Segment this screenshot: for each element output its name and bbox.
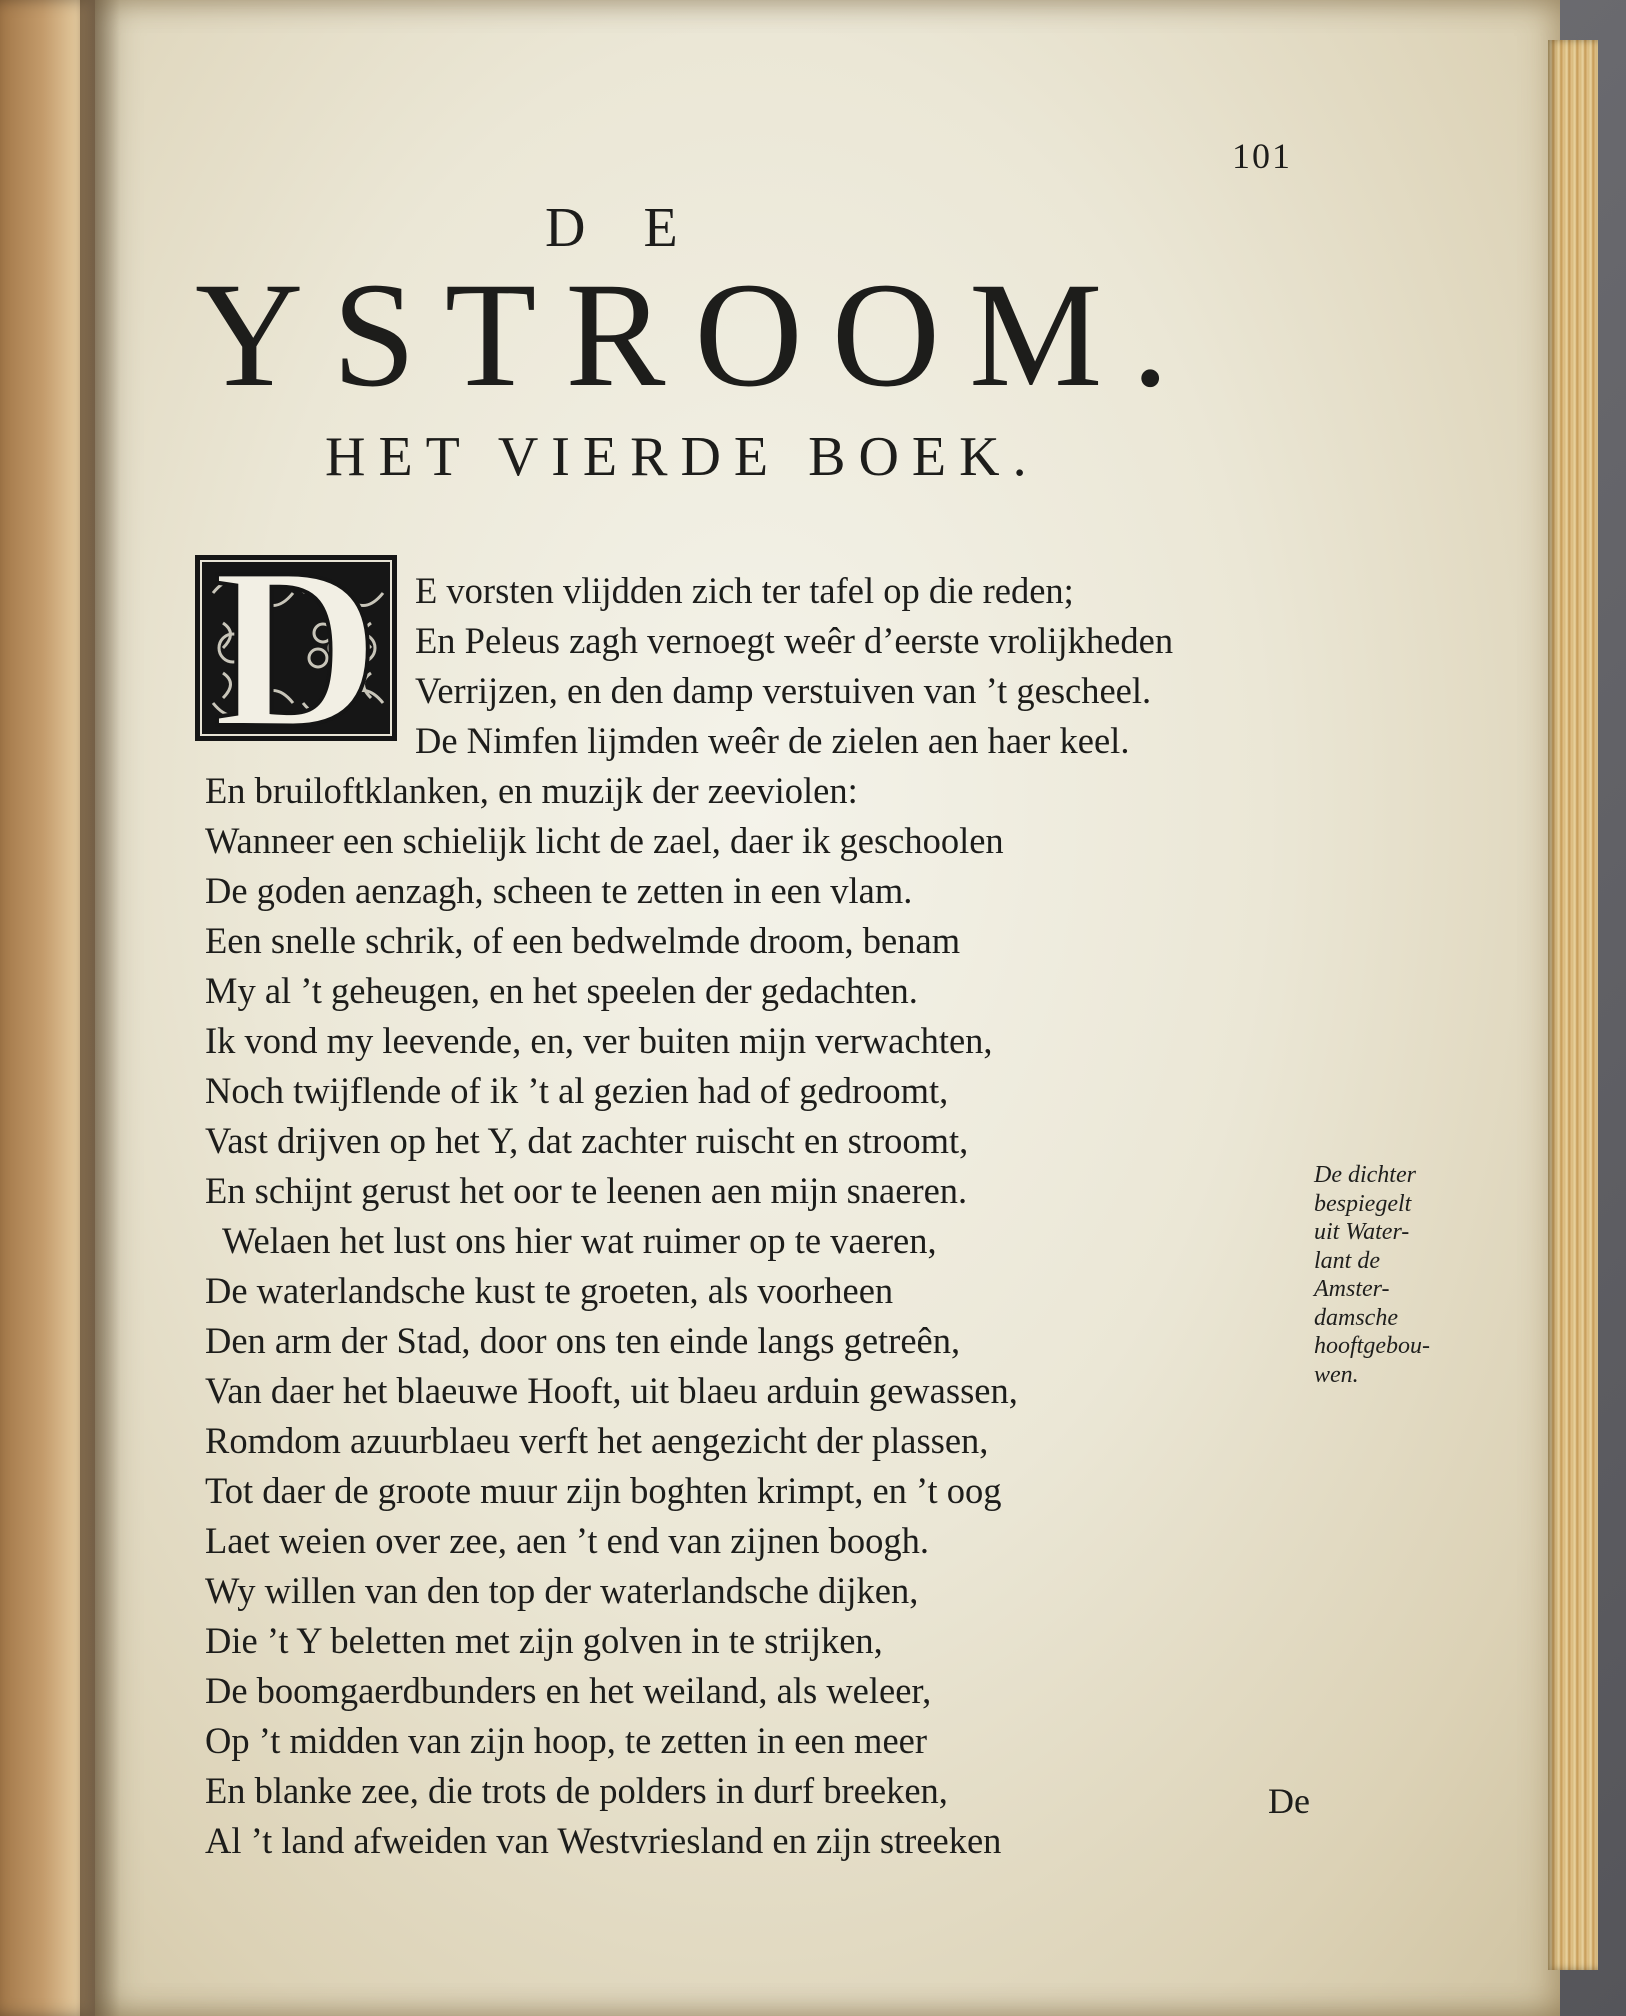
verse-line: Den arm der Stad, door ons ten einde langs getreên,: [205, 1320, 961, 1361]
verse-line: Die ’t Y beletten met zijn golven in te strijken,: [205, 1620, 883, 1661]
marginal-note-line: uit Water-: [1314, 1219, 1410, 1245]
verse-line: Op ’t midden van zijn hoop, te zetten in een meer: [205, 1720, 927, 1761]
marginal-note-line: bespiegelt: [1314, 1190, 1412, 1217]
marginal-note-line: Amster-: [1314, 1276, 1390, 1302]
initial-letter: D: [212, 520, 380, 775]
marginal-note-line: wen.: [1314, 1361, 1359, 1388]
verse-line: De Nimfen lijmden weêr de zielen aen haer keel.: [415, 720, 1130, 761]
verse-line: Ik vond my leevende, en, ver buiten mijn verwachten,: [205, 1020, 993, 1061]
verse-line: Tot daer de groote muur zijn boghten krimpt, en ’t oog: [205, 1470, 1002, 1511]
verse-line: Verrijzen, en den damp verstuiven van ’t gescheel.: [415, 670, 1152, 711]
verse-line: Al ’t land afweiden van Westvriesland en zijn streeken: [205, 1820, 1002, 1861]
verse-line: De goden aenzagh, scheen te zetten in een vlam.: [205, 870, 913, 911]
verse-line: Laet weien over zee, aen ’t end van zijnen boogh.: [205, 1520, 929, 1561]
title-small: DE: [545, 197, 736, 259]
marginal-note-line: lant de: [1314, 1247, 1380, 1274]
book-subtitle: HET VIERDE BOEK.: [325, 426, 1040, 488]
verse-line: Een snelle schrik, of een bedwelmde droom, benam: [205, 920, 961, 961]
page-title: YSTROOM.: [195, 252, 1198, 418]
marginal-note: [1314, 1161, 1454, 1389]
verse-line: En bruiloftklanken, en muzijk der zeeviolen:: [205, 770, 858, 811]
verse-line: Wy willen van den top der waterlandsche dijken,: [205, 1570, 919, 1611]
verse-line: De boomgaerdbunders en het weiland, als weleer,: [205, 1670, 932, 1711]
page-number: 101: [1232, 136, 1292, 176]
verse-line: Noch twijflende of ik ’t al gezien had of gedroomt,: [205, 1070, 949, 1111]
verse-line: My al ’t geheugen, en het speelen der gedachten.: [205, 970, 918, 1011]
verse-line: De waterlandsche kust te groeten, als voorheen: [205, 1270, 894, 1311]
verse-line: E vorsten vlijdden zich ter tafel op die reden;: [415, 570, 1074, 611]
marginal-note-line: hooftgebou-: [1314, 1333, 1430, 1359]
verse-line: Van daer het blaeuwe Hooft, uit blaeu arduin gewassen,: [205, 1370, 1018, 1411]
marginal-note-line: De dichter: [1314, 1162, 1416, 1188]
verse-line: En blanke zee, die trots de polders in durf breeken,: [205, 1770, 948, 1811]
catchword: De: [1268, 1781, 1310, 1821]
verse-line: Romdom azuurblaeu verft het aengezicht der plassen,: [205, 1420, 989, 1461]
marginal-note-line: damsche: [1314, 1304, 1398, 1331]
verse-line: Wanneer een schielijk licht de zael, daer ik geschoolen: [205, 820, 1004, 861]
verse-line: En schijnt gerust het oor te leenen aen mijn snaeren.: [205, 1170, 968, 1211]
decorated-initial: [193, 520, 399, 775]
verse-line: Welaen het lust ons hier wat ruimer op te vaeren,: [222, 1220, 937, 1261]
verse-line: En Peleus zagh vernoegt weêr d’eerste vrolijkheden: [415, 620, 1174, 661]
verse-line: Vast drijven op het Y, dat zachter ruischt en stroomt,: [205, 1120, 969, 1161]
